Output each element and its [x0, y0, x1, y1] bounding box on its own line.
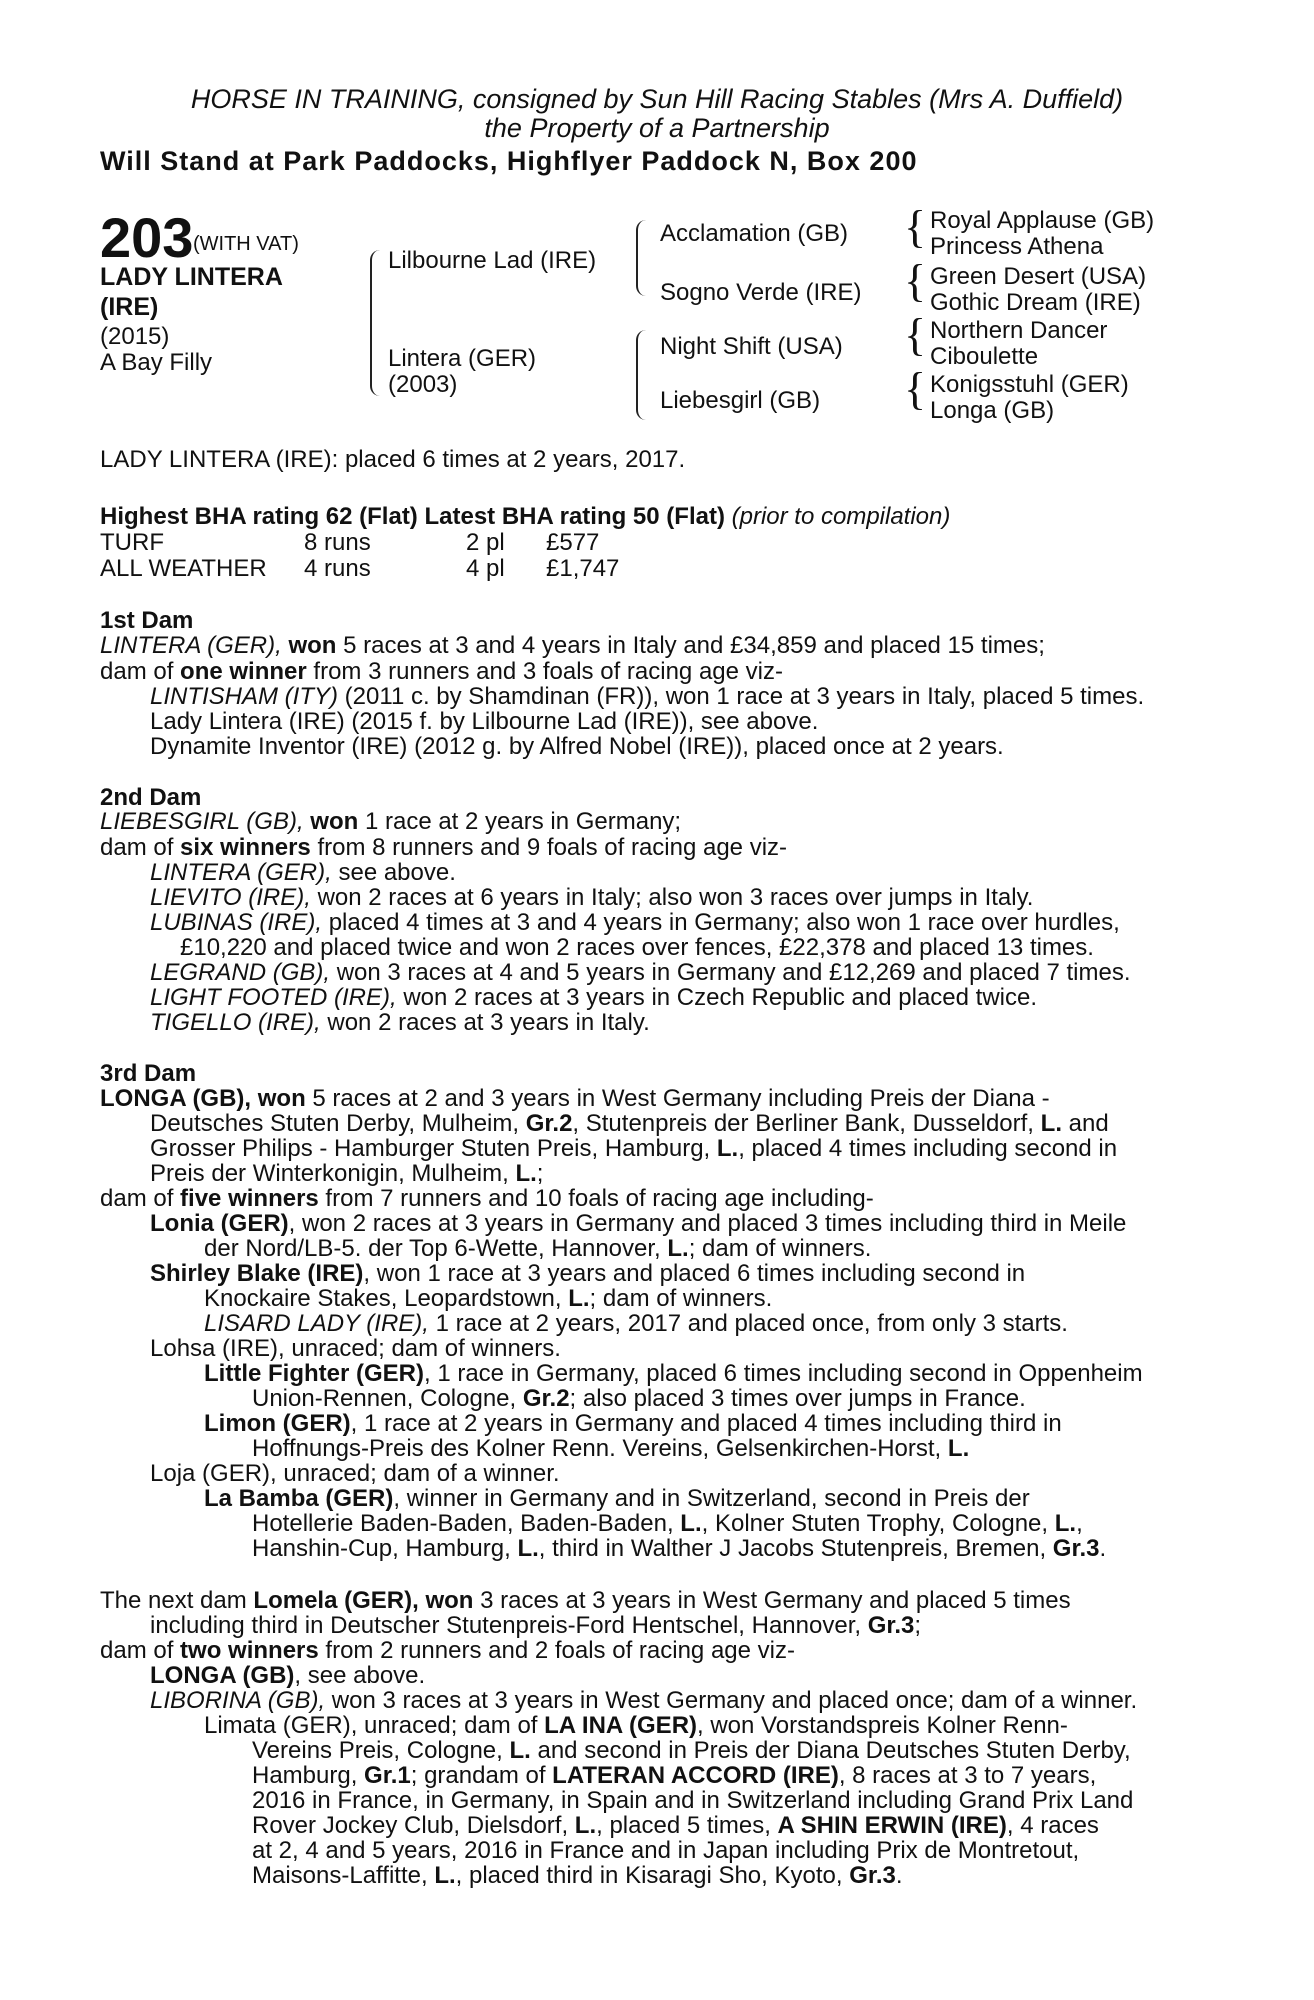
dam3-progeny: Loja (GER), unraced; dam of a winner.	[150, 1460, 560, 1487]
dam3-damof	[100, 1186, 874, 1212]
text: , Stutenpreis der Berliner Bank, Dusseldorf,	[572, 1110, 1041, 1137]
dam3-progeny-cont	[204, 1236, 871, 1262]
dam2-heading: 2nd Dam	[100, 784, 202, 811]
progeny-text: won 3 races at 4 and 5 years in Germany and £12,269 and placed 7 times.	[330, 959, 1131, 986]
ratings-line	[100, 504, 950, 530]
nextdam-name: Lomela (GER), won	[253, 1587, 474, 1614]
dam1-record	[100, 633, 1045, 659]
text: , 1 race at 2 years in Germany and placed 4 times including third in	[350, 1410, 1062, 1437]
lot-number: 203	[100, 206, 194, 269]
progeny-name: Little Fighter (GER)	[204, 1360, 424, 1387]
horse-desc: A Bay Filly	[100, 349, 213, 376]
nextdam-record-cont	[150, 1613, 921, 1639]
ratings-pl: 2 pl	[466, 529, 505, 556]
dam1-damof	[100, 659, 783, 685]
text: Grosser Philips - Hamburger Stuten Preis, Hamburg,	[150, 1135, 717, 1162]
text: , Kolner Stuten Trophy, Cologne,	[701, 1510, 1055, 1537]
nextdam-grandprogeny-cont	[252, 1763, 1096, 1789]
dam3-heading: 3rd Dam	[100, 1060, 197, 1087]
damof-a: dam of	[100, 834, 181, 861]
dam1-progeny: Dynamite Inventor (IRE) (2012 g. by Alfred Nobel (IRE)), placed once at 2 years.	[150, 733, 1004, 760]
pedigree-brace-dam	[636, 330, 646, 420]
listed: L.	[568, 1285, 590, 1312]
progeny-name: Shirley Blake (IRE)	[150, 1260, 364, 1287]
dam3-progeny-cont	[204, 1286, 772, 1312]
text: Hotellerie Baden-Baden, Baden-Baden,	[252, 1510, 681, 1537]
progeny-text: placed 4 times at 3 and 4 years in Germany; also won 1 race over hurdles,	[322, 909, 1120, 936]
text: , 8 races at 3 to 7 years,	[838, 1762, 1097, 1789]
text: including third in Deutscher Stutenpreis-Ford Hentschel, Hannover,	[150, 1612, 868, 1639]
pedigree-dam-sire: Night Shift (USA)	[660, 333, 843, 360]
text: ;	[536, 1160, 544, 1187]
text: won 3 races at 3 years in West Germany and placed once; dam of a winner.	[325, 1687, 1138, 1714]
ratings-surface: ALL WEATHER	[100, 555, 267, 582]
text: 5 races at 2 and 3 years in West Germany including Preis der Diana -	[305, 1085, 1050, 1112]
text: and	[1061, 1110, 1109, 1137]
text: .	[1099, 1535, 1107, 1562]
damof-c: from 3 runners and 3 foals of racing age viz-	[306, 658, 783, 685]
header-stand: Will Stand at Park Paddocks, Highflyer Paddock N, Box 200	[100, 146, 918, 176]
pedigree-sire-dam: Sogno Verde (IRE)	[660, 279, 862, 306]
text: ,	[1076, 1510, 1083, 1537]
dam3-grandprogeny	[204, 1411, 1062, 1437]
text: ; dam of winners.	[688, 1235, 872, 1262]
listed: L.	[509, 1737, 531, 1764]
header-consignor: HORSE IN TRAINING, consigned by Sun Hill Racing Stables (Mrs A. Duffield)	[190, 84, 1124, 114]
pedigree-dam: Lintera (GER)	[388, 345, 537, 372]
listed: L.	[517, 1535, 539, 1562]
pedigree-ddd: Longa (GB)	[930, 397, 1055, 424]
progeny-name: TIGELLO (IRE),	[150, 1009, 321, 1036]
ratings-runs: 8 runs	[304, 529, 371, 556]
progeny-name: LATERAN ACCORD (IRE)	[552, 1762, 839, 1789]
progeny-name: LINTERA (GER),	[150, 859, 332, 886]
dam2-won: won	[310, 808, 359, 835]
brace-icon: {	[904, 201, 927, 252]
text: and second in Preis der Diana Deutsches Stuten Derby,	[530, 1737, 1131, 1764]
dam3-grandprogeny-cont	[252, 1386, 1026, 1412]
dam1-heading: 1st Dam	[100, 607, 194, 634]
text: der Nord/LB-5. der Top 6-Wette, Hannover,	[204, 1235, 668, 1262]
progeny-text: (2011 c. by Shamdinan (FR)), won 1 race at 3 years in Italy, placed 5 times.	[338, 683, 1145, 710]
horse-year: (2015)	[100, 323, 170, 350]
text: 3 races at 3 years in West Germany and placed 5 times	[473, 1587, 1071, 1614]
nextdam-grandprogeny-cont	[252, 1738, 1131, 1764]
dam3-grandprogeny-cont	[252, 1511, 1083, 1537]
progeny-name: LONGA (GB)	[150, 1662, 295, 1689]
text: , placed third in Kisaragi Sho, Kyoto,	[455, 1862, 850, 1889]
brace-icon: {	[904, 255, 927, 306]
text: , won 1 race at 3 years and placed 6 times including second in	[363, 1260, 1026, 1287]
dam2-damof	[100, 835, 787, 861]
text: , third in Walther J Jacobs Stutenpreis, Bremen,	[538, 1535, 1053, 1562]
damof-b: six winners	[180, 834, 311, 861]
progeny-name: Limon (GER)	[204, 1410, 351, 1437]
ratings-text: Highest BHA rating 62 (Flat) Latest BHA rating 50 (Flat)	[100, 503, 725, 530]
dam2-name: LIEBESGIRL (GB),	[100, 808, 304, 835]
listed: L.	[1054, 1510, 1077, 1537]
progeny-name: LUBINAS (IRE),	[150, 909, 323, 936]
dam1-progeny: Lady Lintera (IRE) (2015 f. by Lilbourne Lad (IRE)), see above.	[150, 708, 819, 735]
lot-vat: (WITH VAT)	[193, 233, 299, 255]
listed: L.	[680, 1510, 702, 1537]
header-property: the Property of a Partnership	[484, 113, 830, 143]
text: Hoffnungs-Preis des Kolner Renn. Vereins, Gelsenkirchen-Horst,	[252, 1435, 948, 1462]
dam2-progeny	[150, 1010, 650, 1036]
listed: L.	[1040, 1110, 1062, 1137]
nextdam-progeny	[150, 1663, 425, 1689]
ratings-prize: £1,747	[546, 555, 620, 582]
horse-name-line1: LADY LINTERA	[100, 263, 283, 291]
damof-c: from 7 runners and 10 foals of racing age including-	[318, 1185, 874, 1212]
nextdam-grandprogeny-cont: 2016 in France, in Germany, in Spain and in Switzerland including Grand Prix Land	[252, 1787, 1134, 1814]
progeny-name: LIGHT FOOTED (IRE),	[150, 984, 397, 1011]
progeny-name: LA INA (GER)	[544, 1712, 698, 1739]
pedigree-dsd: Ciboulette	[930, 343, 1039, 370]
text: Preis der Winterkonigin, Mulheim,	[150, 1160, 516, 1187]
progeny-name: Lonia (GER)	[150, 1210, 289, 1237]
ratings-prize: £577	[546, 529, 600, 556]
nextdam-grandprogeny-cont	[252, 1863, 903, 1889]
dam3-name: LONGA (GB), won	[100, 1085, 306, 1112]
text: Knockaire Stakes, Leopardstown,	[204, 1285, 569, 1312]
progeny-name: LISARD LADY (IRE),	[204, 1310, 429, 1337]
dam1-won: won	[288, 632, 337, 659]
dam3-record-cont	[150, 1111, 1109, 1137]
text: Hamburg,	[252, 1762, 365, 1789]
dam3-record-cont	[150, 1136, 1117, 1162]
text: 1 race at 2 years, 2017 and placed once, from only 3 starts.	[428, 1310, 1068, 1337]
text: .	[895, 1862, 903, 1889]
dam3-grandprogeny	[204, 1361, 1143, 1387]
text: The next dam	[100, 1587, 254, 1614]
ratings-surface: TURF	[100, 529, 164, 556]
dam3-progeny: Lohsa (IRE), unraced; dam of winners.	[150, 1335, 561, 1362]
nextdam-grandprogeny	[204, 1713, 1068, 1739]
dam2-record	[100, 809, 681, 835]
pedigree-ssd: Princess Athena	[930, 233, 1104, 260]
ratings-pl: 4 pl	[466, 555, 505, 582]
dam3-progeny	[150, 1211, 1126, 1237]
nextdam-grandprogeny-cont	[252, 1813, 1099, 1839]
progeny-name: La Bamba (GER)	[204, 1485, 394, 1512]
progeny-name: A SHIN ERWIN (IRE)	[777, 1812, 1007, 1839]
pedigree-dds: Konigsstuhl (GER)	[930, 371, 1129, 398]
pedigree-sds: Green Desert (USA)	[930, 263, 1147, 290]
progeny-text: won 2 races at 6 years in Italy; also won 3 races over jumps in Italy.	[310, 884, 1034, 911]
progeny-name: LEGRAND (GB),	[150, 959, 331, 986]
dam3-grandprogeny	[204, 1311, 1068, 1337]
dam3-record-cont	[150, 1161, 543, 1187]
nextdam-damof	[100, 1638, 795, 1664]
progeny-name: LINTISHAM (ITY)	[150, 683, 339, 710]
pedigree-sire: Lilbourne Lad (IRE)	[388, 247, 597, 274]
horse-name	[100, 262, 330, 322]
text: Maisons-Laffitte,	[252, 1862, 435, 1889]
text: , placed 5 times,	[596, 1812, 778, 1839]
text: , winner in Germany and in Switzerland, second in Preis der	[393, 1485, 1030, 1512]
listed: L.	[947, 1435, 970, 1462]
damof-c: from 2 runners and 2 foals of racing age viz-	[318, 1637, 795, 1664]
text: ;	[914, 1612, 922, 1639]
listed: L.	[515, 1160, 537, 1187]
brace-icon: {	[904, 309, 927, 360]
pedigree-sire-sire: Acclamation (GB)	[660, 220, 849, 247]
text: Hanshin-Cup, Hamburg,	[252, 1535, 518, 1562]
text: , won 2 races at 3 years in Germany and placed 3 times including third in Meile	[288, 1210, 1127, 1237]
text: Rover Jockey Club, Dielsdorf,	[252, 1812, 575, 1839]
damof-a: dam of	[100, 658, 181, 685]
ratings-note: (prior to compilation)	[731, 503, 951, 530]
progeny-text: won 2 races at 3 years in Italy.	[320, 1009, 650, 1036]
pedigree-dam-year: (2003)	[388, 371, 458, 398]
damof-a: dam of	[100, 1637, 181, 1664]
pedigree-dss: Northern Dancer	[930, 317, 1108, 344]
dam2-progeny	[150, 910, 1120, 936]
dam1-record-text: 5 races at 3 and 4 years in Italy and £34,859 and placed 15 times;	[336, 632, 1045, 659]
dam3-grandprogeny-cont	[252, 1436, 969, 1462]
dam3-grandprogeny	[204, 1486, 1030, 1512]
progeny-name: LIBORINA (GB),	[150, 1687, 326, 1714]
listed: L.	[667, 1235, 689, 1262]
horse-name-line2: (IRE)	[100, 293, 159, 321]
listed: L.	[574, 1812, 597, 1839]
text: , see above.	[294, 1662, 426, 1689]
summary: LADY LINTERA (IRE): placed 6 times at 2 years, 2017.	[100, 446, 686, 473]
text: ; also placed 3 times over jumps in France.	[569, 1385, 1026, 1412]
nextdam-record	[100, 1588, 1071, 1614]
ratings-runs: 4 runs	[304, 555, 371, 582]
pedigree-sss: Royal Applause (GB)	[930, 207, 1155, 234]
text: , 4 races	[1006, 1812, 1099, 1839]
pedigree-sdd: Gothic Dream (IRE)	[930, 289, 1141, 316]
grade: Gr.3	[1052, 1535, 1100, 1562]
grade: Gr.1	[364, 1762, 411, 1789]
text: , won Vorstandspreis Kolner Renn-	[697, 1712, 1068, 1739]
pedigree-brace-sire	[636, 220, 646, 296]
listed: L.	[434, 1862, 456, 1889]
damof-b: one winner	[180, 658, 307, 685]
text: , placed 4 times including second in	[738, 1135, 1118, 1162]
dam2-progeny	[150, 960, 1131, 986]
progeny-name: LIEVITO (IRE),	[150, 884, 311, 911]
text: , 1 race in Germany, placed 6 times including second in Oppenheim	[423, 1360, 1143, 1387]
grade: Gr.3	[849, 1862, 896, 1889]
dam1-name: LINTERA (GER),	[100, 632, 282, 659]
text: ; dam of winners.	[589, 1285, 773, 1312]
dam2-progeny	[150, 985, 1037, 1011]
text: ; grandam of	[410, 1762, 553, 1789]
dam3-progeny	[150, 1261, 1025, 1287]
text: Deutsches Stuten Derby, Mulheim,	[150, 1110, 526, 1137]
listed: L.	[716, 1135, 739, 1162]
brace-icon: {	[904, 363, 927, 414]
dam2-progeny	[150, 885, 1033, 911]
pedigree-dam-dam: Liebesgirl (GB)	[660, 387, 821, 414]
grade: Gr.3	[867, 1612, 915, 1639]
progeny-text: see above.	[331, 859, 456, 886]
progeny-text: won 2 races at 3 years in Czech Republic and placed twice.	[396, 984, 1038, 1011]
text: Union-Rennen, Cologne,	[252, 1385, 523, 1412]
damof-a: dam of	[100, 1185, 181, 1212]
damof-b: two winners	[180, 1637, 319, 1664]
grade: Gr.2	[522, 1385, 570, 1412]
text: Vereins Preis, Cologne,	[252, 1737, 510, 1764]
nextdam-progeny	[150, 1688, 1137, 1714]
damof-b: five winners	[180, 1185, 319, 1212]
dam3-record	[100, 1086, 1050, 1112]
text: Limata (GER), unraced; dam of	[204, 1712, 545, 1739]
dam2-record-text: 1 race at 2 years in Germany;	[358, 808, 682, 835]
dam1-progeny	[150, 684, 1144, 710]
dam2-progeny	[150, 860, 456, 886]
dam2-progeny-cont: £10,220 and placed twice and won 2 races over fences, £22,378 and placed 13 times.	[180, 934, 1094, 961]
nextdam-grandprogeny-cont: at 2, 4 and 5 years, 2016 in France and in Japan including Prix de Montretout,	[252, 1837, 1080, 1864]
dam3-grandprogeny-cont	[252, 1536, 1106, 1562]
grade: Gr.2	[525, 1110, 573, 1137]
pedigree-brace-parents	[370, 250, 380, 396]
damof-c: from 8 runners and 9 foals of racing age viz-	[310, 834, 788, 861]
